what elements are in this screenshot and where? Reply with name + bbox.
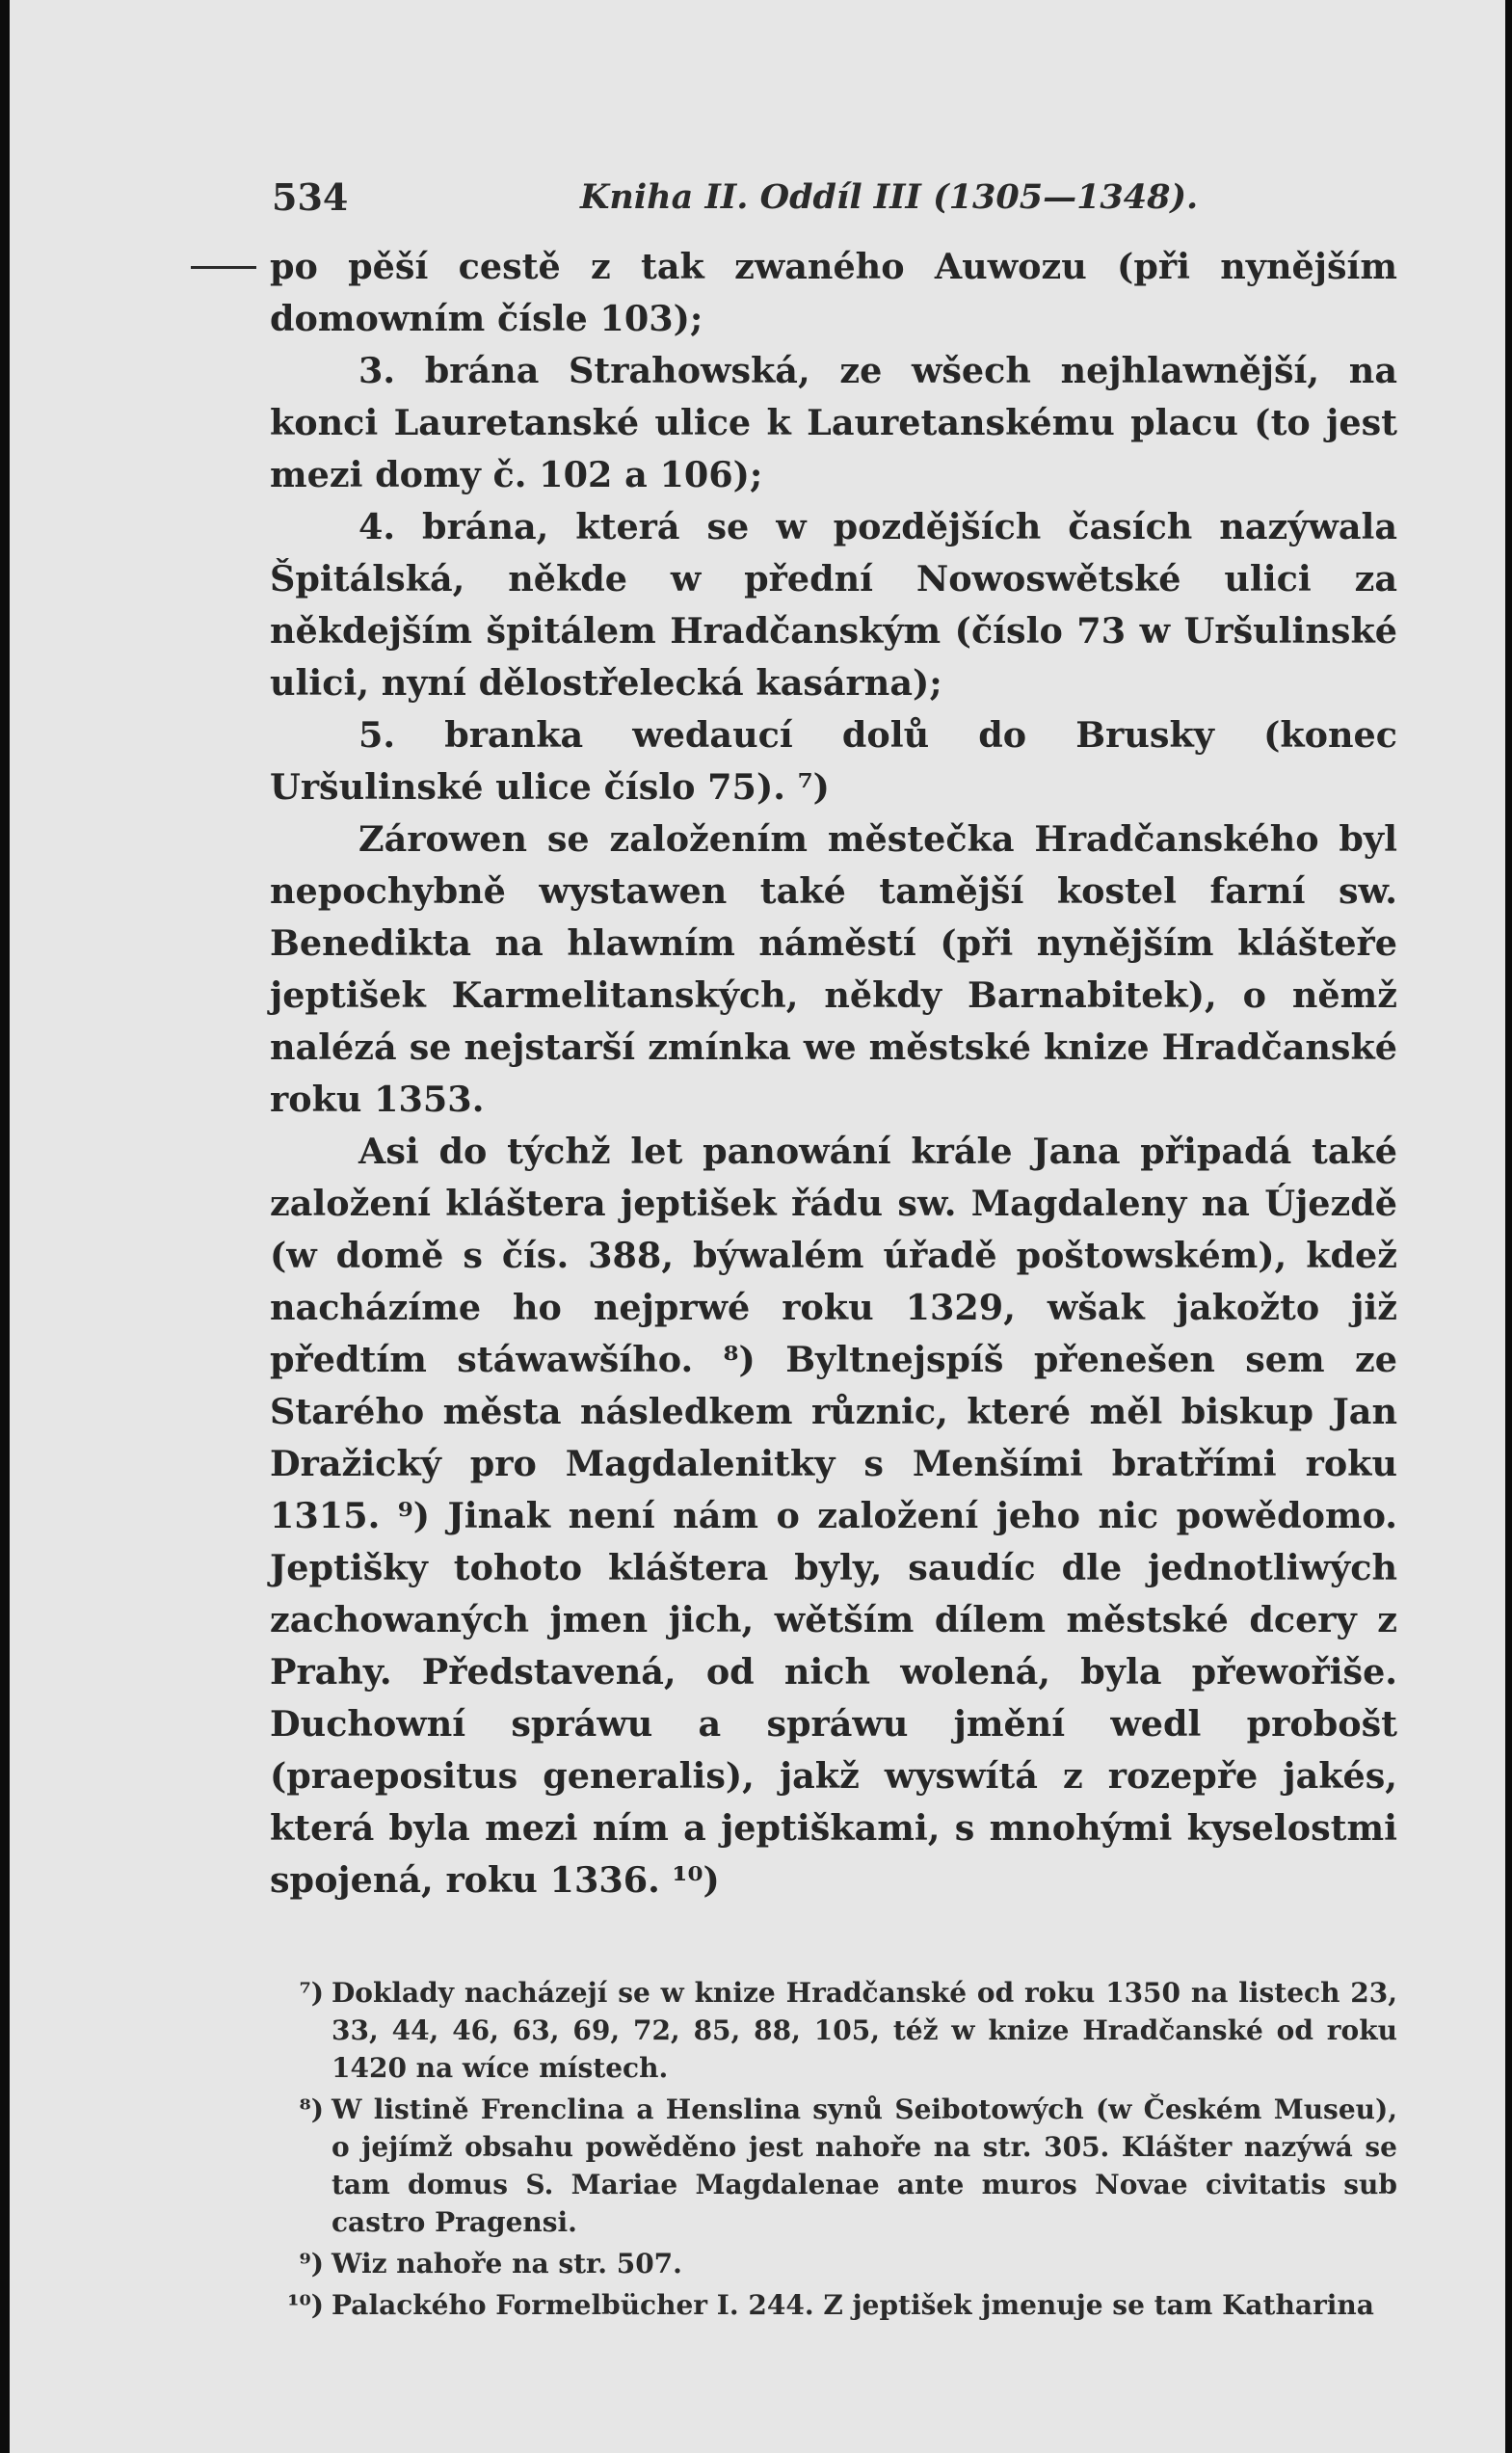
paragraph: Zárowen se založením městečka Hradčanského byl nepochybně wystawen také tamější kostel farní sw. Benedikta na hlawním náměstí (při nynějším klášteře jeptišek Karmelitanských, někdy Barnabitek), o němž nalézá se nejstarší zmínka we městské knize Hradčanské roku 1353.	[270, 818, 1397, 1120]
continuation-dash	[191, 266, 256, 269]
page-header	[270, 145, 1397, 241]
footnote-text: W listině Frenclina a Henslina synů Seibotowých (w Českém Museu), o jejímž obsahu powěděno jest nahoře na str. 305. Klášter nazýwá se tam domus S. Mariae Magdalenae ante muros Novae civitatis sub castro Pragensi.	[332, 2093, 1397, 2238]
scanned-page	[10, 0, 1505, 2453]
footnote	[270, 2286, 1397, 2324]
footnote-text: Doklady nacházejí se w knize Hradčanské od roku 1350 na listech 23, 33, 44, 46, 63, 69, 72, 85, 88, 105, též w knize Hradčanské od roku 1420 na wíce místech.	[332, 1977, 1397, 2084]
page-number: 534	[272, 175, 349, 219]
page-content	[270, 145, 1397, 2328]
paragraph: Asi do týchž let panowání krále Jana připadá také založení kláštera jeptišek řádu sw. Magdaleny na Újezdě (w domě s čís. 388, býwalém úřadě poštowském), kdež nacházíme ho nejprwé roku 1329, wšak jakožto již předtím stáwawšího. ⁸) Byltnejspíš přenešen sem ze Starého města následkem různic, které měl biskup Jan Dražický pro Magdalenitky s Menšími bratřími roku 1315. ⁹) Jinak není nám o založení jeho nic powědomo. Jeptišky tohoto kláštera byly, saudíc dle jednotliwých zachowaných jmen jich, wětším dílem městské dcery z Prahy. Představená, od nich wolená, byla přewořiše. Duchowní spráwu a spráwu jmění wedl probošt (praepositus generalis), jakž wyswítá z rozepře jakés, která byla mezi ním a jeptiškami, s mnohými kyselostmi spojená, roku 1336. ¹⁰)	[270, 1131, 1397, 1901]
footnote-text: Palackého Formelbücher I. 244. Z jeptišek jmenuje se tam Katharina	[332, 2289, 1374, 2321]
paragraph: 5. branka wedaucí dolů do Brusky (konec Uršulinské ulice číslo 75). ⁷)	[270, 714, 1397, 808]
paragraph-text: po pěší cestě z tak zwaného Auwozu (při nynějším domowním čísle 103);	[270, 246, 1397, 339]
paragraph: 3. brána Strahowská, ze wšech nejhlawnější, na konci Lauretanské ulice k Lauretanskému placu (to jest mezi domy č. 102 a 106);	[270, 350, 1397, 495]
footnote-mark: ⁹)	[299, 2248, 324, 2280]
footnote-mark: ¹⁰)	[287, 2289, 324, 2321]
footnote-mark: ⁸)	[299, 2093, 324, 2125]
footnote-mark: ⁷)	[299, 1977, 324, 2009]
paragraph: 4. brána, která se w pozdějších časích nazýwala Špitálská, někde w přední Nowoswětské ulici za někdejším špitálem Hradčanským (číslo 73 w Uršulinské ulici, nyní dělostřelecká kasárna);	[270, 506, 1397, 704]
paragraph	[270, 241, 1397, 345]
footnote	[270, 1974, 1397, 2087]
footnote	[270, 2091, 1397, 2241]
footnote-text: Wiz nahoře na str. 507.	[332, 2248, 682, 2280]
body-text	[270, 241, 1397, 1906]
footnote	[270, 2245, 1397, 2282]
running-title: Kniha II. Oddíl III (1305—1348).	[580, 177, 1199, 217]
footnotes	[270, 1974, 1397, 2324]
